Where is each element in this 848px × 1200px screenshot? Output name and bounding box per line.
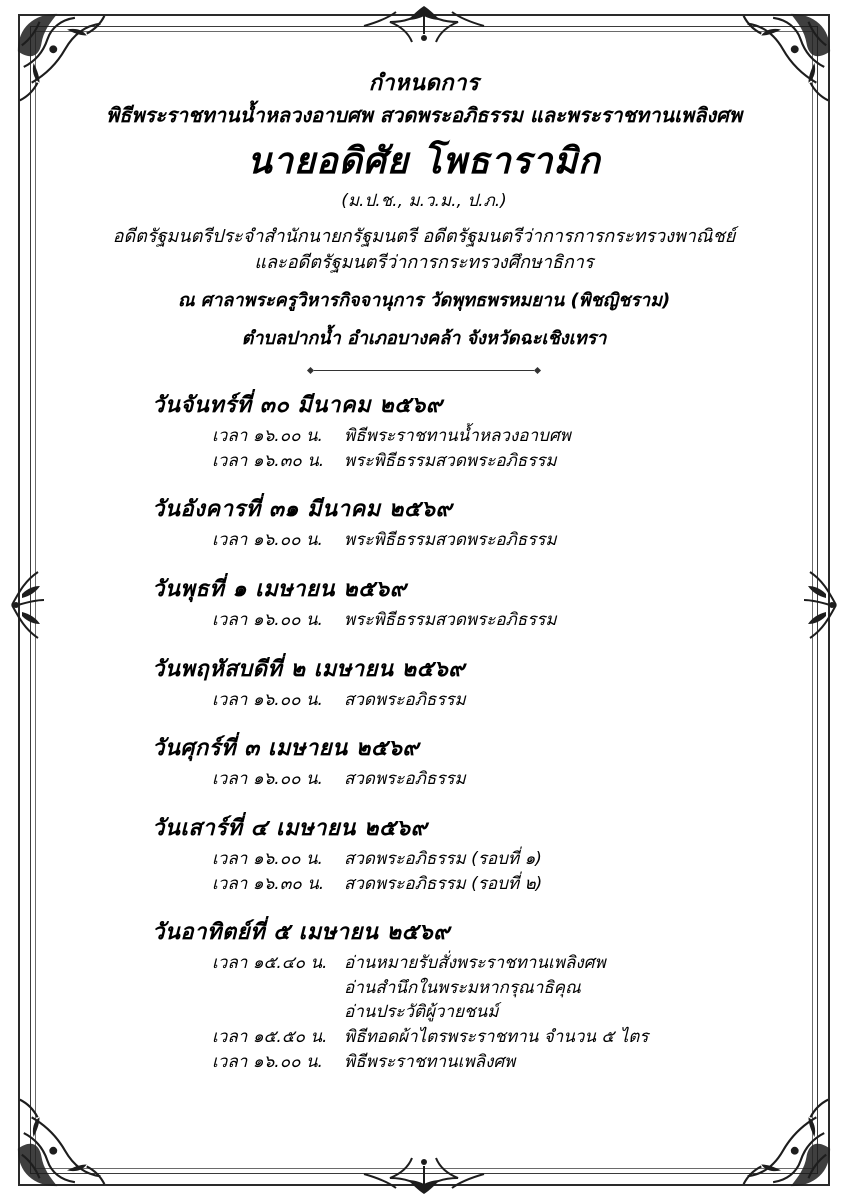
deceased-name: นายอดิศัย โพธารามิก xyxy=(247,140,601,182)
schedule-item-time: เวลา ๑๖.๐๐ น. xyxy=(212,689,323,710)
schedule-item xyxy=(212,767,792,792)
venue-line-2: ตำบลปากน้ำ อำเภอบางคล้า จังหวัดฉะเชิงเทรา xyxy=(241,327,607,349)
schedule-item xyxy=(212,976,792,1001)
schedule-item-description: พิธีพระราชทานเพลิงศพ xyxy=(344,1051,516,1072)
schedule-day-block xyxy=(152,571,792,633)
edge-ornament-icon xyxy=(4,540,48,670)
schedule-item-description: พิธีพระราชทานน้ำหลวงอาบศพ xyxy=(344,426,571,447)
ceremony-subtitle: พิธีพระราชทานน้ำหลวงอาบศพ สวดพระอภิธรรม และพระราชทานเพลิงศพ xyxy=(105,102,743,127)
schedule-item-description: พระพิธีธรรมสวดพระอภิธรรม xyxy=(344,450,557,471)
schedule-item-description: สวดพระอภิธรรม xyxy=(344,689,466,710)
schedule-day-block xyxy=(152,491,792,553)
schedule-item-description: สวดพระอภิธรรม (รอบที่ ๒) xyxy=(344,873,543,894)
schedule-item-time: เวลา ๑๖.๐๐ น. xyxy=(212,769,323,790)
schedule-day-items xyxy=(152,951,792,1074)
schedule-day-items xyxy=(152,767,792,792)
schedule-item xyxy=(212,847,792,872)
schedule-item xyxy=(212,449,792,474)
schedule-item-time: เวลา ๑๖.๓๐ น. xyxy=(212,450,325,471)
schedule-day-block xyxy=(152,387,792,473)
schedule-item xyxy=(212,872,792,897)
schedule-day-title: วันพุธที่ ๑ เมษายน ๒๕๖๙ xyxy=(152,576,407,602)
schedule-item-description: อ่านหมายรับสั่งพระราชทานเพลิงศพ xyxy=(344,953,606,974)
edge-ornament-icon xyxy=(800,540,844,670)
schedule-item-time: เวลา ๑๕.๔๐ น. xyxy=(212,953,328,974)
schedule-day-items xyxy=(152,608,792,633)
schedule-item xyxy=(212,951,792,976)
section-divider xyxy=(314,370,534,371)
schedule-item xyxy=(212,528,792,553)
schedule-day-title: วันจันทร์ที่ ๓๐ มีนาคม ๒๕๖๙ xyxy=(152,393,443,419)
venue-line-1: ณ ศาลาพระครูวิหารกิจจานุการ วัดพุทธพรหมยาน (พิชญิชราม) xyxy=(177,289,671,311)
schedule-item xyxy=(212,424,792,449)
schedule-day-items xyxy=(152,424,792,473)
schedule-item xyxy=(212,608,792,633)
schedule-day-block xyxy=(152,730,792,792)
schedule-day-title: วันอาทิตย์ที่ ๕ เมษายน ๒๕๖๙ xyxy=(152,920,450,946)
former-positions-line-1: อดีตรัฐมนตรีประจำสำนักนายกรัฐมนตรี อดีตรัฐมนตรีว่าการการกระทรวงพาณิชย์ xyxy=(112,225,736,247)
schedule-item xyxy=(212,1025,792,1050)
page-title: กำหนดการ xyxy=(368,71,480,96)
schedule-item-description: พระพิธีธรรมสวดพระอภิธรรม xyxy=(344,609,557,630)
schedule-item-description: สวดพระอภิธรรม xyxy=(344,769,466,790)
schedule-list xyxy=(56,387,792,1074)
schedule-day-items xyxy=(152,688,792,713)
edge-ornament-icon xyxy=(304,1152,544,1196)
schedule-item-time: เวลา ๑๖.๐๐ น. xyxy=(212,426,323,447)
schedule-day-title: วันอังคารที่ ๓๑ มีนาคม ๒๕๖๙ xyxy=(152,497,453,523)
schedule-day-title: วันพฤหัสบดีที่ ๒ เมษายน ๒๕๖๙ xyxy=(152,656,465,682)
document-content xyxy=(56,56,792,1144)
schedule-day-block xyxy=(152,810,792,896)
schedule-item-time: เวลา ๑๖.๐๐ น. xyxy=(212,848,323,869)
former-positions-line-2: และอดีตรัฐมนตรีว่าการกระทรวงศึกษาธิการ xyxy=(254,251,594,273)
schedule-item-description: พิธีทอดผ้าไตรพระราชทาน จำนวน ๕ ไตร xyxy=(344,1027,649,1048)
schedule-item-description: พระพิธีธรรมสวดพระอภิธรรม xyxy=(344,530,557,551)
schedule-day-block xyxy=(152,651,792,713)
schedule-item-description: สวดพระอภิธรรม (รอบที่ ๑) xyxy=(344,848,542,869)
schedule-item-description: อ่านสำนึกในพระมหากรุณาธิคุณ xyxy=(344,977,581,998)
schedule-item xyxy=(212,1000,792,1025)
schedule-item xyxy=(212,1050,792,1075)
edge-ornament-icon xyxy=(304,4,544,48)
schedule-day-items xyxy=(152,847,792,896)
schedule-item-time: เวลา ๑๖.๐๐ น. xyxy=(212,1051,323,1072)
schedule-day-title: วันศุกร์ที่ ๓ เมษายน ๒๕๖๙ xyxy=(152,736,420,762)
schedule-day-items xyxy=(152,528,792,553)
schedule-item-time: เวลา ๑๕.๕๐ น. xyxy=(212,1027,328,1048)
schedule-item-time: เวลา ๑๖.๐๐ น. xyxy=(212,609,323,630)
schedule-day-title: วันเสาร์ที่ ๔ เมษายน ๒๕๖๙ xyxy=(152,815,428,841)
schedule-item xyxy=(212,688,792,713)
schedule-day-block xyxy=(152,914,792,1074)
schedule-item-description: อ่านประวัติผู้วายชนม์ xyxy=(344,1002,499,1023)
royal-decorations: (ม.ป.ช., ม.ว.ม., ป.ภ.) xyxy=(341,190,507,211)
schedule-item-time: เวลา ๑๖.๓๐ น. xyxy=(212,873,325,894)
schedule-item-time: เวลา ๑๖.๐๐ น. xyxy=(212,530,323,551)
